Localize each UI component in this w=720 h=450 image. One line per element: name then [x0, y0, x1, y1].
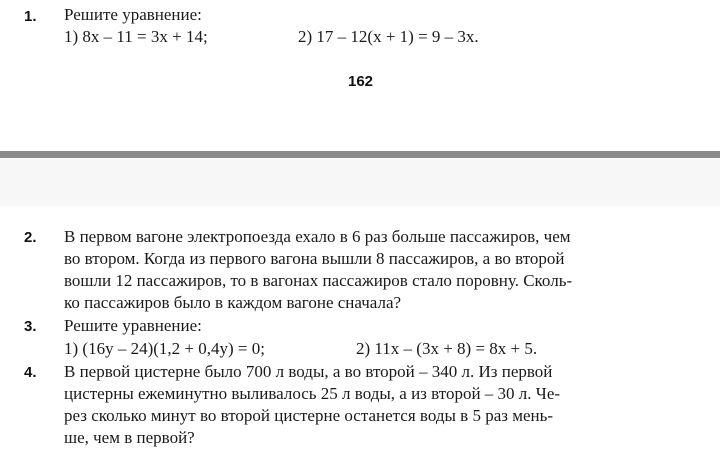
problem-3-heading: Решите уравнение: — [64, 316, 202, 335]
problem-2-number: 2. — [24, 229, 37, 246]
problem-2-line: В первом вагоне электропоезда ехало в 6 раз больше пассажиров, чем — [64, 227, 571, 246]
problem-1-equation-2: 2) 17 – 12(x + 1) = 9 – 3x. — [298, 27, 479, 46]
problem-3-equation-1: 1) (16y – 24)(1,2 + 0,4y) = 0; — [64, 339, 265, 358]
problem-3-number: 3. — [24, 318, 37, 335]
problem-2-line: вошли 12 пассажиров, то в вагонах пассажиров стало поровну. Сколь- — [64, 271, 573, 290]
problem-1-heading: Решите уравнение: — [64, 5, 202, 24]
problem-4-number: 4. — [24, 364, 37, 381]
page-divider — [0, 151, 720, 158]
problem-4-line: рез сколько минут во второй цистерне останется воды в 5 раз мень- — [64, 406, 554, 425]
problem-1-number: 1. — [24, 8, 37, 25]
problem-3-equation-2: 2) 11x – (3x + 8) = 8x + 5. — [356, 339, 538, 358]
problem-4-line: цистерны ежеминутно выливалось 25 л воды, а из второй – 30 л. Че- — [64, 384, 561, 403]
problem-4-line: ше, чем в первой? — [64, 428, 195, 447]
problem-2-line: во втором. Когда из первого вагона вышли 8 пассажиров, а во второй — [64, 249, 565, 268]
problem-1-equation-1: 1) 8x – 11 = 3x + 14; — [64, 27, 208, 46]
problem-4-line: В первой цистерне было 700 л воды, а во второй – 340 л. Из первой — [64, 362, 553, 381]
page-gap — [0, 158, 720, 206]
page-number: 162 — [348, 73, 374, 90]
problem-2-line: ко пассажиров было в каждом вагоне сначала? — [64, 293, 402, 312]
